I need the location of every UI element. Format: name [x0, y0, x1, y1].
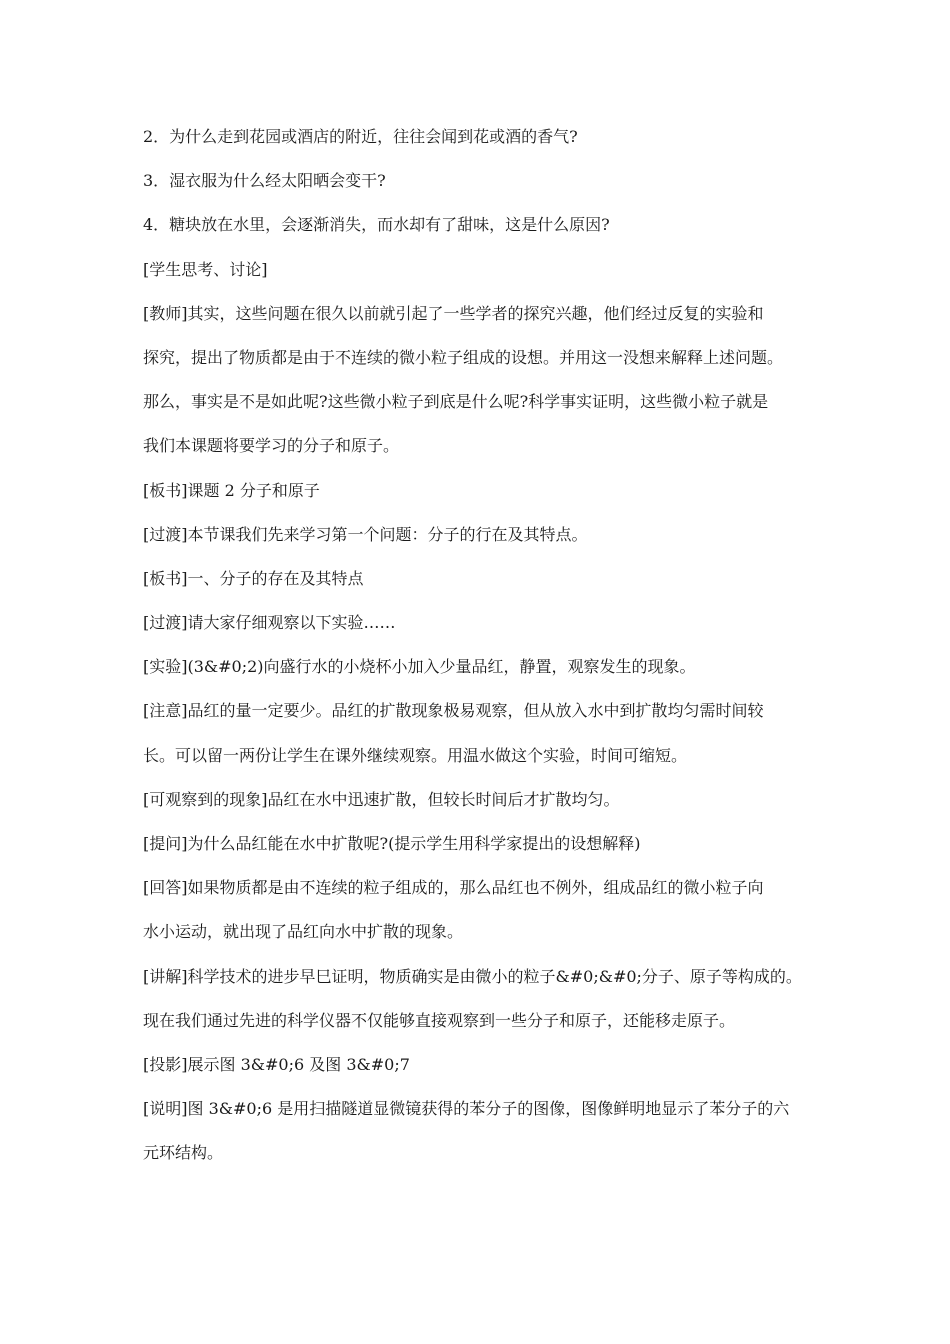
text-line: 现在我们通过先进的科学仪器不仅能够直接观察到一些分子和原子，还能移走原子。 [143, 1010, 736, 1030]
question-line: 2．为什么走到花园或酒店的附近，往往会闻到花或酒的香气? [143, 127, 578, 146]
text-line: 那么，事实是不是如此呢?这些微小粒子到底是什么呢?科学事实证明，这些微小粒子就是 [143, 392, 769, 412]
text-line: [注意]品红的量一定要少。品红的扩散现象极易观察，但从放入水中到扩散均匀需时间较 [143, 701, 764, 721]
text-line: [过渡]请大家仔细观察以下实验…… [143, 613, 396, 633]
text-line: [说明]图 3&#0;6 是用扫描隧道显微镜获得的苯分子的图像，图像鲜明地显示了苯分子的六 [143, 1099, 790, 1119]
question-line: 4．糖块放在水里，会逐渐消失，而水却有了甜味，这是什么原因? [143, 215, 610, 235]
text-line: [可观察到的现象]品红在水中迅速扩散，但较长时间后才扩散均匀。 [143, 789, 620, 809]
text-line: [过渡]本节课我们先来学习第一个问题：分子的行在及其特点。 [143, 524, 588, 544]
text-line: [投影]展示图 3&#0;6 及图 3&#0;7 [143, 1054, 410, 1074]
text-line: 探究，提出了物质都是由于不连续的微小粒子组成的设想。并用这一没想来解释上述问题。 [143, 347, 784, 367]
text-line: [学生思考、讨论] [143, 259, 268, 279]
text-line: 水小运动，就出现了品红向水中扩散的现象。 [143, 922, 464, 942]
question-line: 3．湿衣服为什么经太阳晒会变干? [143, 171, 386, 191]
text-line: 长。可以留一两份让学生在课外继续观察。用温水做这个实验，时间可缩短。 [143, 745, 688, 765]
text-line: [板书]课题 2 分子和原子 [143, 480, 320, 500]
text-line: [板书]一、分子的存在及其特点 [143, 568, 364, 588]
text-line: [提问]为什么品红能在水中扩散呢?(提示学生用科学家提出的设想解释) [143, 834, 641, 853]
text-line: [实验](3&#0;2)向盛行水的小烧杯小加入少量品红，静置，观察发生的现象。 [143, 657, 696, 677]
text-line: [讲解]科学技术的进步早巳证明，物质确实是由微小的粒子&#0;&#0;分子、原子等构成的。 [143, 966, 802, 986]
document-body [143, 124, 823, 1185]
text-line: [回答]如果物质都是由不连续的粒子组成的，那么品红也不例外，组成品红的微小粒子向 [143, 878, 764, 898]
text-line: 我们本课题将要学习的分子和原子。 [143, 436, 400, 456]
text-line: 元环结构。 [143, 1143, 224, 1163]
text-line: [教师]其实，这些问题在很久以前就引起了一些学者的探究兴趣，他们经过反复的实验和 [143, 303, 764, 323]
